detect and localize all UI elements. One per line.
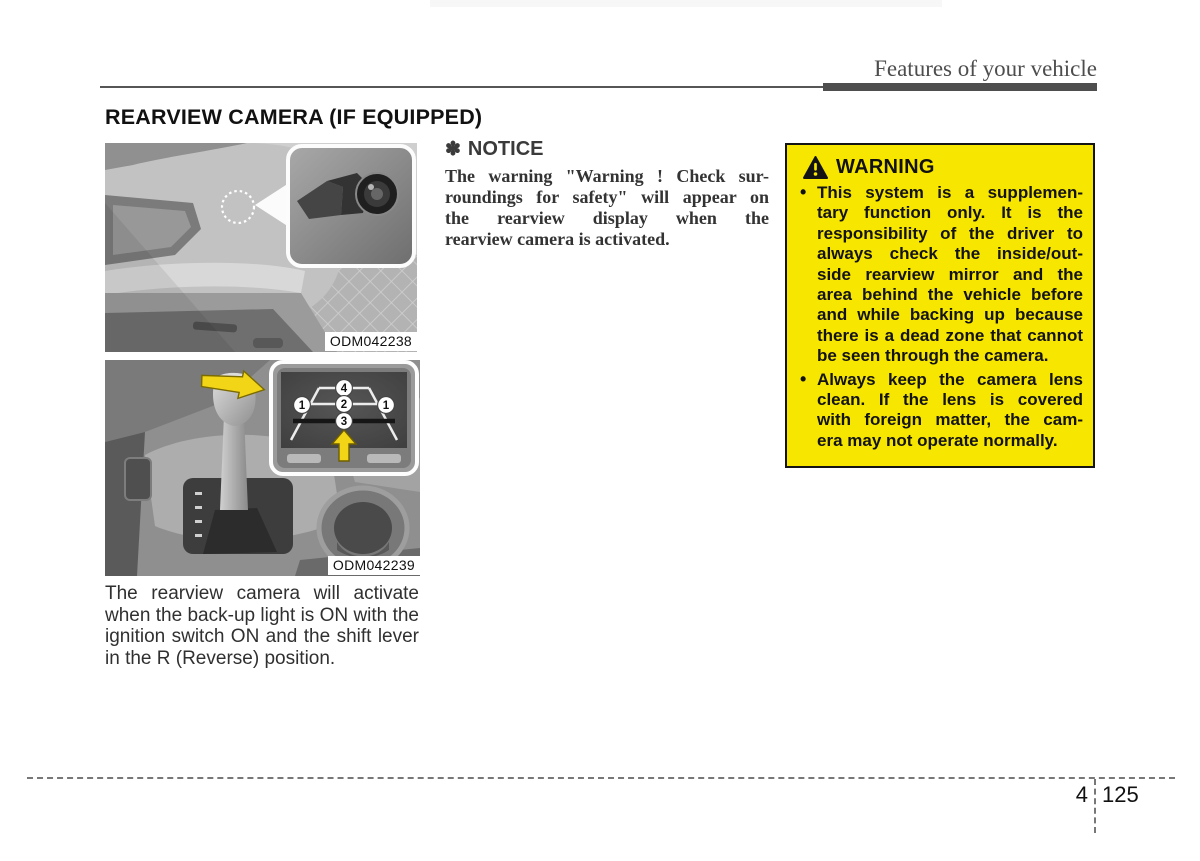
marker-1-left: 1 xyxy=(298,400,306,412)
figure-console xyxy=(105,360,420,576)
marker-1-right: 1 xyxy=(382,400,390,412)
notice-heading xyxy=(445,138,769,161)
warning-line: always check the inside/out- xyxy=(817,244,1083,264)
warning-line: be seen through the camera. xyxy=(817,346,1049,366)
warning-line: side rearview mirror and the xyxy=(817,264,1083,284)
rear-view-illustration xyxy=(105,143,417,352)
scan-edge-artifact xyxy=(430,0,942,7)
warning-bullet-text xyxy=(817,183,1083,367)
header-accent-bar xyxy=(823,83,1097,91)
notice-line: The warning "Warning ! Check sur- xyxy=(445,166,769,186)
figure-rear-view xyxy=(105,143,417,352)
caption-line: when the back-up light is ON with the xyxy=(105,604,419,626)
warning-triangle-icon xyxy=(803,156,828,179)
console-illustration xyxy=(105,360,420,576)
display-button-right xyxy=(367,454,401,463)
warning-line: there is a dead zone that cannot xyxy=(817,325,1083,345)
figure-label: ODM042238 xyxy=(325,332,417,351)
marker-2: 2 xyxy=(340,399,348,411)
caption-line: ignition switch ON and the shift lever xyxy=(105,626,419,647)
camera-closeup-inset xyxy=(288,146,414,266)
notice-body xyxy=(445,166,769,250)
marker-3: 3 xyxy=(340,416,348,428)
notice-line: roundings for safety" will appear on xyxy=(445,187,769,207)
warning-line: area behind the vehicle before xyxy=(817,285,1083,305)
display-button-left xyxy=(287,454,321,463)
warning-bullet-text xyxy=(817,370,1083,452)
caption-line: in the R (Reverse) position. xyxy=(105,647,336,669)
warning-line: clean. If the lens is covered xyxy=(817,390,1083,410)
header-title: Features of your vehicle xyxy=(874,56,1097,81)
marker-4: 4 xyxy=(340,383,348,395)
notice-line: the rearview display when the xyxy=(445,208,769,228)
footer-dashed-rule xyxy=(27,777,1175,779)
warning-line: responsibility of the driver to xyxy=(817,223,1083,243)
footer-dashed-divider xyxy=(1094,779,1096,833)
warning-line: with foreign matter, the cam- xyxy=(817,410,1083,430)
warning-box xyxy=(785,143,1095,468)
warning-bullet-item xyxy=(797,370,1083,452)
bullet-dot: • xyxy=(800,368,807,389)
caption-line: The rearview camera will activate xyxy=(105,583,419,604)
chapter-number: 4 xyxy=(1075,782,1088,807)
notice-line: rearview camera is activated. xyxy=(445,229,670,249)
warning-line: tary function only. It is the xyxy=(817,203,1083,223)
bullet-dot: • xyxy=(800,182,807,202)
section-title: REARVIEW CAMERA (IF EQUIPPED) xyxy=(105,105,483,129)
rearview-display-inset xyxy=(271,362,417,474)
warning-line: This system is a supplemen- xyxy=(817,183,1083,202)
notice-heading-label: NOTICE xyxy=(467,138,544,160)
notice-asterisk-icon: ✽ xyxy=(445,138,461,160)
warning-line: Always keep the camera lens xyxy=(817,369,1083,389)
warning-heading xyxy=(803,156,1083,179)
page-number: 125 xyxy=(1102,782,1139,807)
shift-stalk xyxy=(220,415,248,510)
figure-caption xyxy=(105,583,419,669)
warning-line: and while backing up because xyxy=(817,305,1083,325)
warning-heading-label: WARNING xyxy=(836,156,935,178)
warning-line: era may not operate normally. xyxy=(817,430,1058,450)
figure-label: ODM042239 xyxy=(328,556,420,575)
warning-bullet-item xyxy=(797,183,1083,367)
notice-section xyxy=(445,138,769,250)
